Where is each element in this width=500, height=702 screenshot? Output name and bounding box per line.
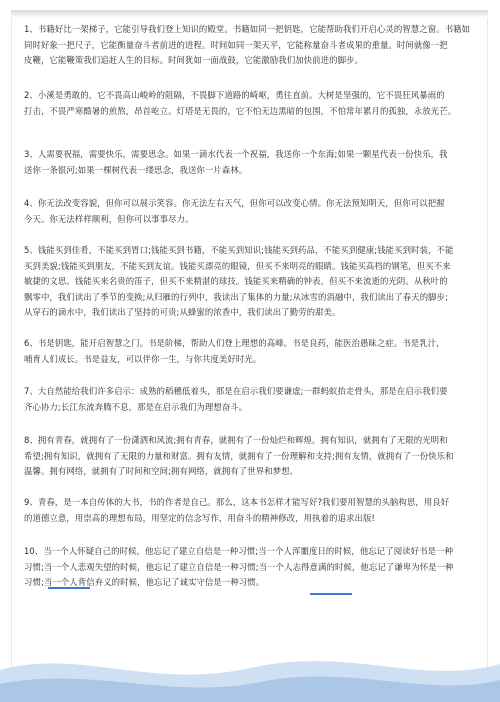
paragraph-line: 打击，不畏严寒酷暑的煎熬，昂首屹立。灯塔是无畏的，它不怕无边黑暗的包围，不怕常年累月的孤独，永放光芒。 (24, 105, 457, 116)
paragraph-line: 8、拥有青春，就拥有了一份潇洒和风流;拥有青春，就拥有了一份灿烂和辉煌。拥有知识，就拥有了无限的光明和 (24, 435, 448, 445)
paragraph-line: 齐心协力;长江东流奔腾不息，那是在启示我们为理想奋斗。 (24, 401, 248, 412)
paragraph-line: 2、小溪是勇敢的，它不畏高山峻岭的阻隔，不畏脚下道路的崎岖，勇往直前。大树是坚强的，它不畏狂风暴雨的 (24, 90, 445, 100)
paragraph-2 (24, 88, 480, 119)
paragraph-line: 买到美貌;钱能买到朋友，不能买到友谊。钱能买漂亮的眼镜，但买不来明亮的眼睛。钱能买高档的钢笔，但买不来 (24, 260, 451, 271)
paragraph-line: 的道德立意，用崇高的理想布局，用坚定的信念写作，用奋斗的精神修改，用执着的追求出版! (24, 512, 375, 523)
paragraph-line: 1、书籍好比一架梯子，它能引导我们登上知识的殿堂。书籍如同一把钥匙，它能帮助我们开启心灵的智慧之窗。书籍如 (24, 24, 471, 34)
paragraph-line: 皮鞭，它能鞭策我们追赶人生的目标。时间犹如一面战鼓，它能激励我们加快前进的脚步。 (24, 55, 363, 66)
paragraph-7 (24, 384, 480, 415)
paragraph-line: 9、青春，是一本自传体的大书，书的作者是自己。那么，这本书怎样才能写好?我们要用智慧的头脑构思，用良好 (24, 497, 450, 507)
paragraph-line: 飘零中，我们读出了季节的变换;从归雁的行列中，我读出了集体的力量;从冰雪的消融中，我们读出了春天的脚步; (24, 291, 449, 302)
paragraph-line: 习惯;当一个人背信弃义的时候，他忘记了诚实守信是一种习惯。 (24, 577, 265, 588)
paragraph-line: 7、大自然能给我们许多启示：成熟的稻穗低着头，那是在启示我们要谦虚;一群蚂蚁抬走骨头，那是在启示我们要 (24, 386, 448, 396)
paragraph-5 (24, 243, 480, 321)
accent-underline (310, 593, 352, 595)
paragraph-8 (24, 433, 480, 480)
page-top-shadow (11, 10, 488, 18)
paragraph-10 (24, 544, 480, 591)
paragraph-line: 同时好象一把尺子，它能衡量奋斗者前进的进程。时间如同一架天平，它能称量奋斗者成果的重量。时间就像一把 (24, 39, 448, 50)
paragraph-line: 希望;拥有知识，就拥有了无限的力量和财富。拥有友情，就拥有了一份理解和支持;拥有友情，就拥有了一份快乐和 (24, 450, 454, 461)
paragraph-line: 敏捷的文思。钱能买来名贵的笛子，但买不来精湛的球技。钱能买来精确的钟表，但买不来流逝的光阴。从秋叶的 (24, 276, 448, 287)
paragraph-line: 送你一条银河;如果一棵树代表一缕思念，我送你一片森林。 (24, 164, 248, 175)
wave-decoration (0, 640, 500, 702)
paragraph-line: 从穿石的滴水中，我们读出了坚持的可贵;从蜂蜜的浓香中，我们读出了勤劳的甜美。 (24, 307, 341, 318)
paragraph-3 (24, 147, 480, 178)
paragraph-6 (24, 336, 480, 367)
paragraph-line: 哺育人们成长。书是益友，可以伴你一生，与你共度美好时光。 (24, 353, 262, 364)
paragraph-line: 习惯;当一个人悲观失望的时候，他忘记了建立自信是一种习惯;当一个人志得意满的时候，他忘记了谦卑为怀是一种 (24, 561, 454, 572)
paragraph-line: 5、钱能买到佳肴，不能买到胃口;钱能买到书籍，不能买到知识;钱能买到药品，不能买到健康;钱能买到时装，不能 (24, 245, 454, 255)
paragraph-line: 10、当一个人怀疑自己的时候，他忘记了建立自信是一种习惯;当一个人浑噩度日的时候，他忘记了阅读好书是一种 (24, 546, 454, 556)
paragraph-9 (24, 495, 480, 526)
paragraph-line: 今天。你无法样样顺利，但你可以事事尽力。 (24, 213, 194, 224)
paragraph-4 (24, 196, 480, 227)
paragraph-line: 3、人需要祝福，需要快乐，需要思念。如果一滴水代表一个祝福，我送你一个东海;如果一颗星代表一份快乐，我 (24, 149, 448, 159)
paragraph-line: 温馨。拥有网络，就拥有了时间和空间;拥有网络，就拥有了世界和梦想。 (24, 466, 299, 477)
paragraph-line: 6、书是钥匙，能开启智慧之门。书是阶梯，帮助人们登上理想的高峰。书是良药，能医治愚昧之症。书是乳汁， (24, 338, 445, 348)
paragraph-line: 4、你无法改变容貌，但你可以展示笑容。你无法左右天气，但你可以改变心情。你无法预知明天，但你可以把握 (24, 198, 445, 208)
accent-underline (48, 587, 90, 589)
paragraph-1 (24, 22, 480, 69)
